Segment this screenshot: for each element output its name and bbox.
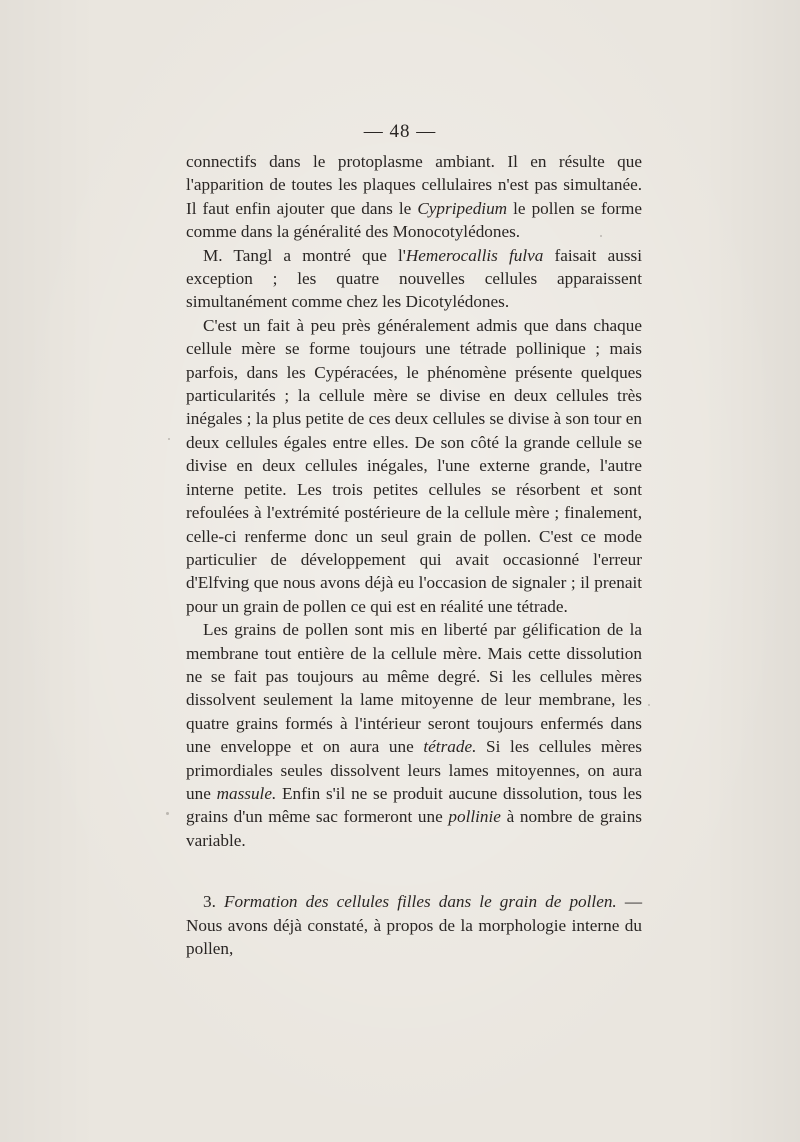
body-text [186,150,642,960]
paper-speck [600,235,602,237]
text-run: faisait aussi exception ; les quatre nouvelles cellules apparaissent simultanément comme chez les Dicotylédones. [186,245,642,312]
italic-text: pollinie [448,807,501,827]
text-run: C'est un fait à peu près généralement admis que dans chaque cellule mère se forme toujours une tétrade pollinique ; mais parfois, dans les Cypéracées, le phénomène présente quelques particularités ; la cellule mère se divise en deux cellules très inégales ; la plus petite de ces deux cellules se divise à son tour en deux cellules égales entre elles. De son côté la grande cellule se divise en deux cellules inégales, l'une externe grande, l'autre interne petite. Les trois petites cellules se résorbent et sont refoulées à l'extrémité postérieure de la cellule mère ; finalement, celle-ci renferme donc un seul grain de pollen. C'est ce mode particulier de développement qui avait occasionné l'erreur d'Elfving que nous avons déjà eu l'occasion de signaler ; il prenait pour un grain de pollen ce qui est en réalité une tétrade. [186,315,642,616]
paper-speck [648,704,650,706]
italic-text: Formation des cellules filles dans le grain de pollen. [224,892,617,912]
text-run: le pollen se forme comme dans la généralité des Monocotylédones. [186,198,642,242]
text-run: 3. [203,892,224,912]
paragraph [186,314,642,618]
text-run: connectifs dans le protoplasme ambiant. Il en résulte que l'apparition de toutes les plaques cellulaires n'est pas simultanée. Il faut enfin ajouter que dans le [186,152,642,218]
text-run: Les grains de pollen sont mis en liberté par gélification de la membrane tout entière de la cellule mère. Mais cette dissolution ne se fait pas toujours au même degré. Si les cellules mères dissolvent seulement la lame mitoyenne de leur membrane, les quatre grains formés à l'intérieur seront toujours enfermés dans une enveloppe et on aura une [186,620,642,757]
paper-speck [166,812,169,815]
text-run: Si les cellules mères primordiales seules dissolvent leurs lames mitoyennes, on aura une [186,737,642,803]
text-run: Enfin s'il ne se produit aucune dissolution, tous les grains d'un même sac formeront une [186,783,642,827]
text-run: à nombre de grains variable. [186,807,642,850]
italic-text: Cypripedium [417,198,508,218]
italic-text: tétrade. [423,737,477,757]
text-run: M. Tangl a montré que l' [203,245,406,265]
text-run: — Nous avons déjà constaté, à propos de la morphologie interne du pollen, [186,892,643,958]
paper-speck [168,438,170,440]
page-number: — 48 — [363,121,437,142]
italic-text: Hemerocallis fulva [405,245,544,265]
italic-text: massule. [216,783,277,803]
paragraph [186,150,642,244]
paragraph [186,618,642,852]
section-paragraph [186,890,642,960]
paragraph [186,244,642,314]
